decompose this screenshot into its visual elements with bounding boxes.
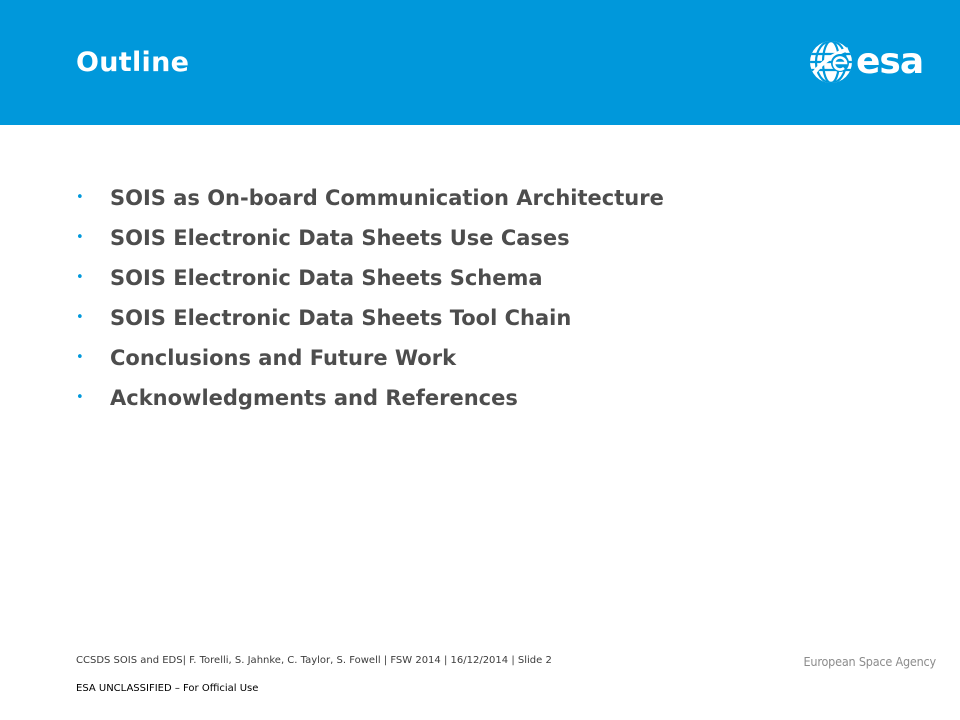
outline-list — [76, 178, 664, 418]
bullet-icon: • — [76, 310, 84, 325]
bullet-icon: • — [76, 190, 84, 205]
bullet-icon: • — [76, 230, 84, 245]
header-bar — [0, 0, 960, 125]
slide-title: Outline — [76, 47, 190, 78]
bullet-icon: • — [76, 390, 84, 405]
list-item — [76, 338, 664, 378]
agency-name: European Space Agency — [803, 654, 936, 669]
list-item — [76, 378, 664, 418]
list-item-label: SOIS Electronic Data Sheets Schema — [110, 266, 543, 290]
logo-wordmark: esa — [856, 41, 924, 82]
list-item-label: SOIS as On-board Communication Architecture — [110, 186, 664, 210]
list-item — [76, 178, 664, 218]
list-item — [76, 298, 664, 338]
classification-label: ESA UNCLASSIFIED – For Official Use — [76, 683, 259, 694]
list-item-label: SOIS Electronic Data Sheets Use Cases — [110, 226, 570, 250]
bullet-icon: • — [76, 270, 84, 285]
bullet-icon: • — [76, 350, 84, 365]
list-item — [76, 218, 664, 258]
list-item-label: Conclusions and Future Work — [110, 346, 457, 370]
list-item — [76, 258, 664, 298]
footer-credits: CCSDS SOIS and EDS| F. Torelli, S. Jahnke, C. Taylor, S. Fowell | FSW 2014 | 16/12/2014 | Slide 2 — [76, 655, 552, 666]
esa-logo — [808, 38, 938, 86]
esa-globe-logo-icon — [808, 39, 854, 85]
list-item-label: SOIS Electronic Data Sheets Tool Chain — [110, 306, 572, 330]
list-item-label: Acknowledgments and References — [110, 386, 518, 410]
